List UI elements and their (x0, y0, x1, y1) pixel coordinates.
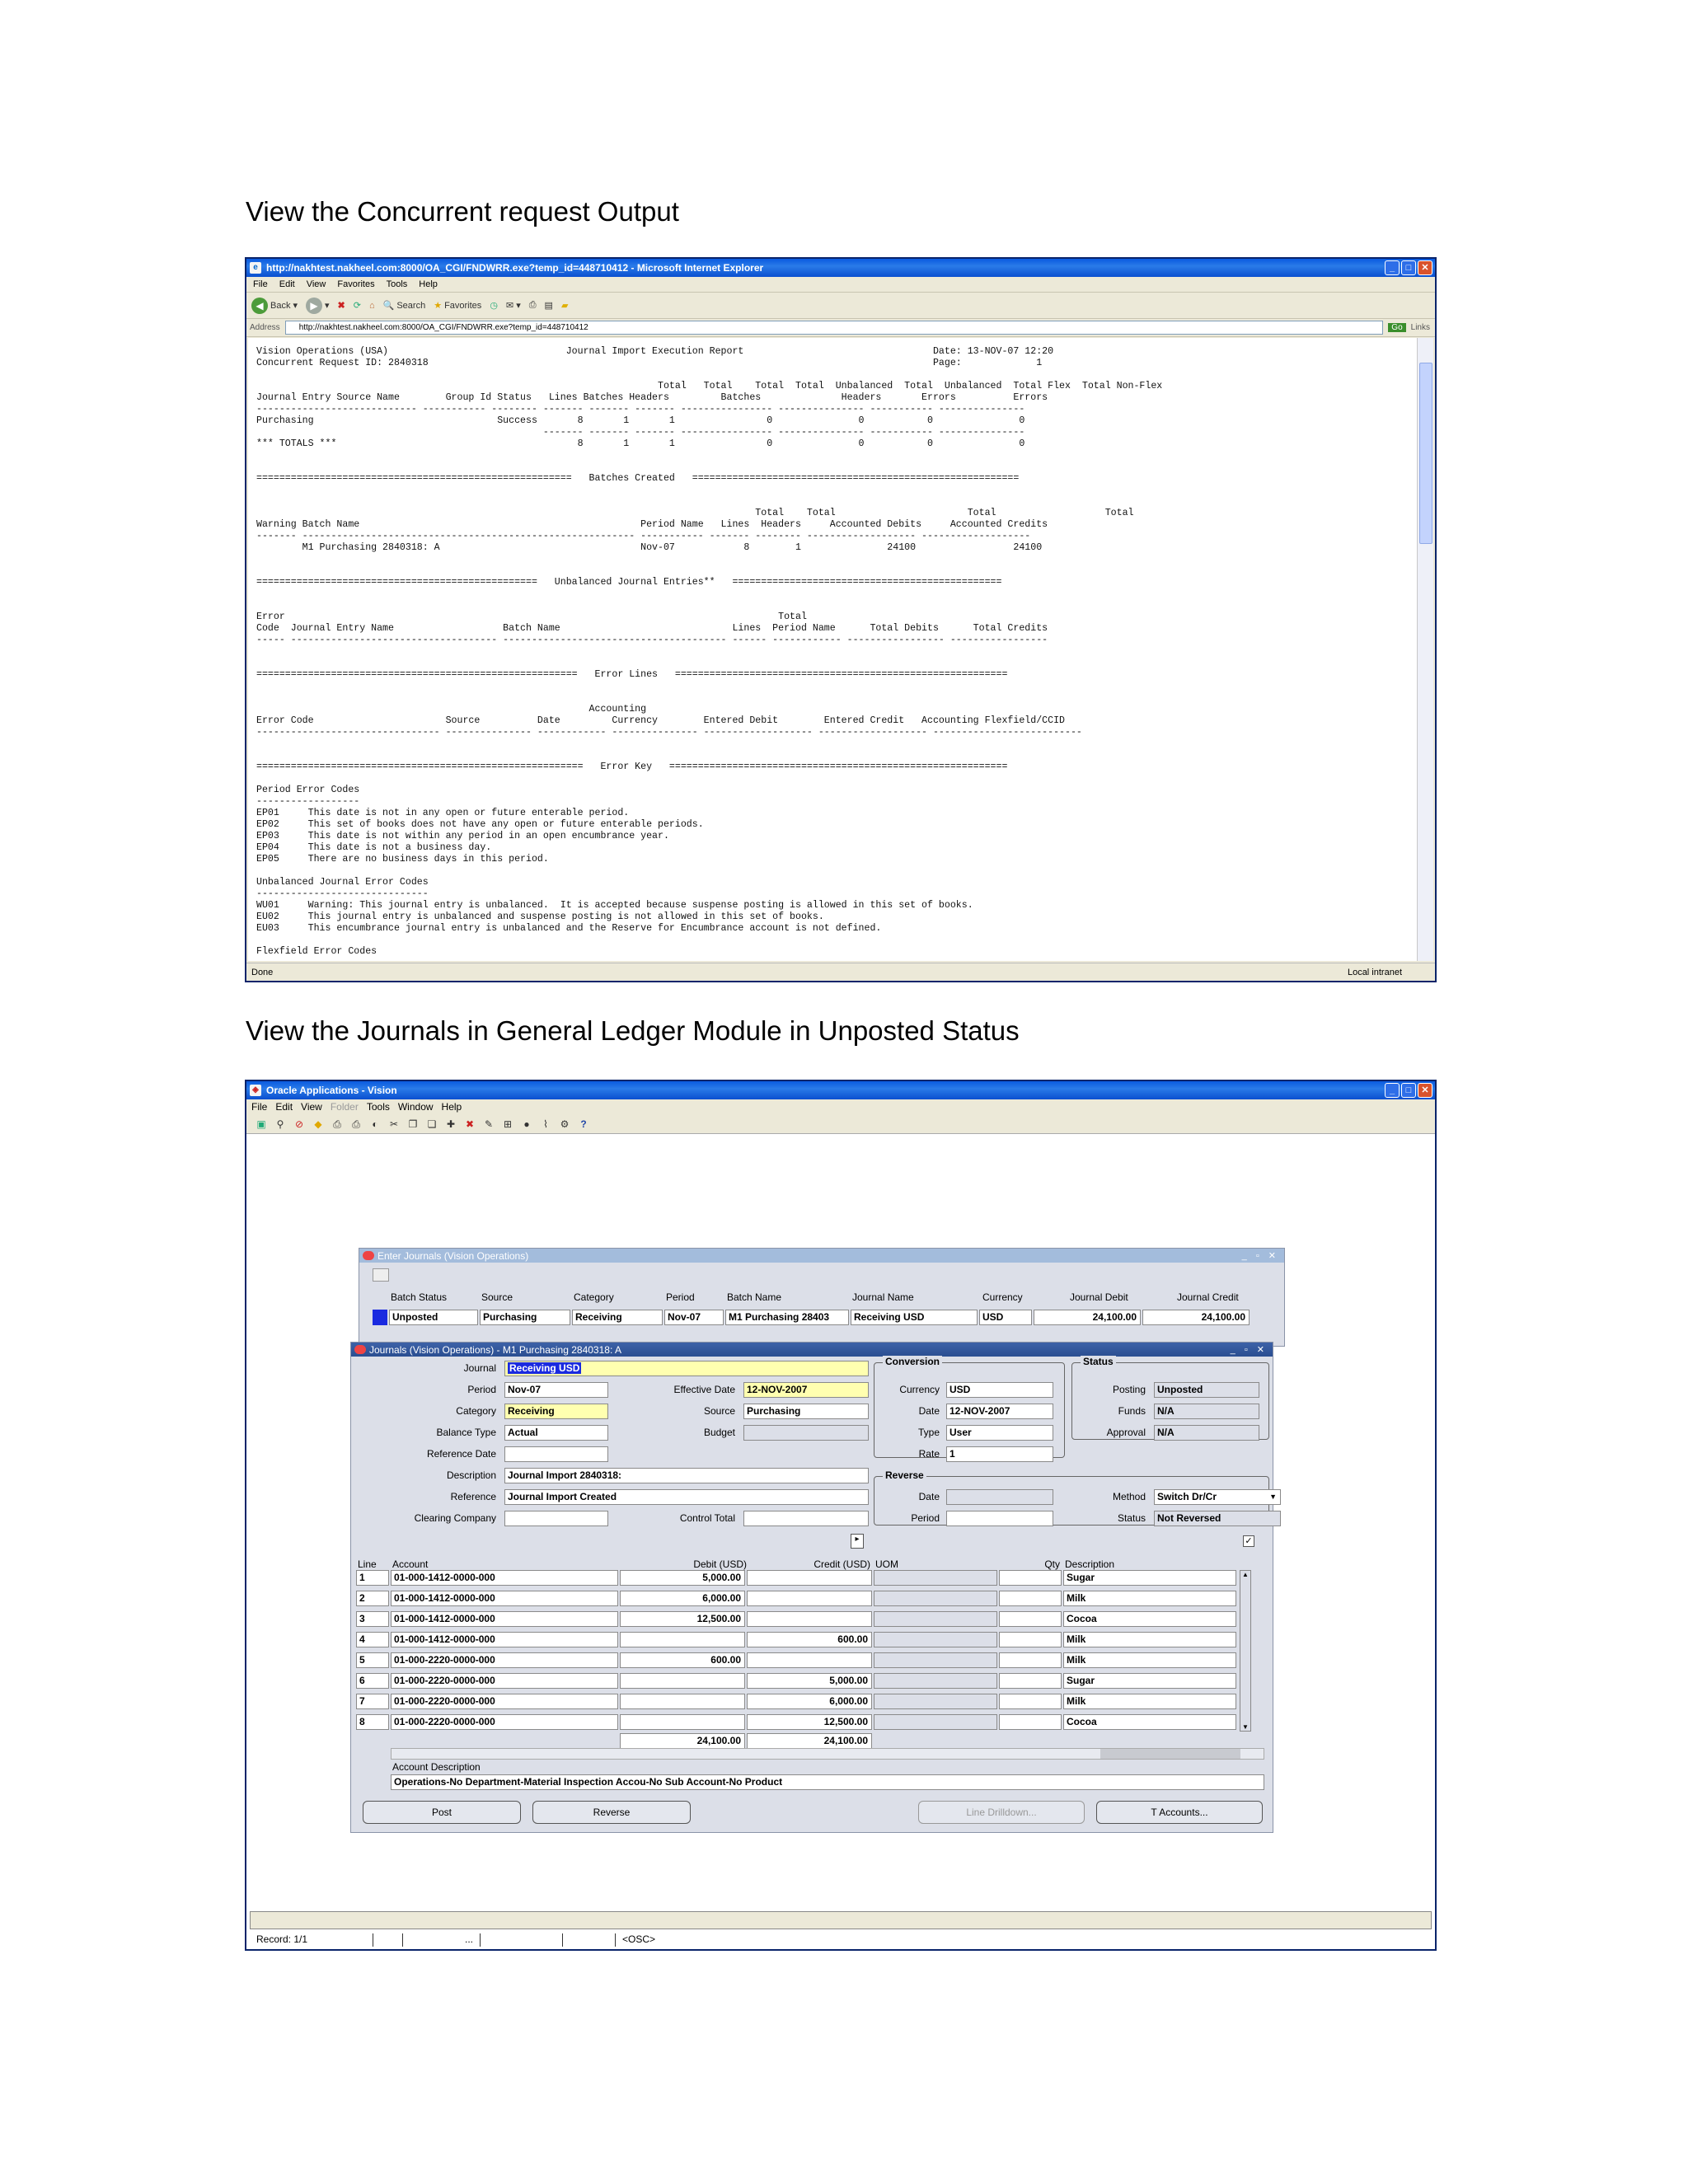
conversion-title: Conversion (883, 1356, 942, 1367)
credit-cell[interactable]: 6,000.00 (747, 1694, 872, 1709)
window-controls-icon[interactable]: _ ▫ ✕ (1230, 1345, 1268, 1355)
budget-label: Budget (703, 1427, 735, 1438)
debit-cell[interactable]: 5,000.00 (620, 1570, 745, 1586)
find-icon[interactable]: ⚲ (276, 1118, 284, 1130)
col-period: Period (666, 1291, 695, 1303)
oracle-title: Oracle Applications - Vision (266, 1085, 397, 1096)
effective-date-field[interactable]: 12-NOV-2007 (743, 1382, 869, 1398)
clearing-company-label: Clearing Company (414, 1512, 496, 1524)
description-cell[interactable]: Sugar (1063, 1673, 1236, 1689)
currency-label: Currency (899, 1384, 940, 1395)
reference-field[interactable]: Journal Import Created (504, 1489, 869, 1505)
ie-title-bar (246, 259, 1435, 277)
close-button[interactable]: ✕ (1418, 260, 1432, 275)
cell-source[interactable]: Purchasing (480, 1310, 570, 1325)
minimize-button[interactable]: _ (1385, 260, 1400, 275)
line-number-cell[interactable]: 4 (356, 1632, 389, 1647)
cell-journal-name[interactable]: Receiving USD (851, 1310, 978, 1325)
ie-title: http://nakhtest.nakheel.com:8000/OA_CGI/FNDWRR.exe?temp_id=448710412 - Microsoft Internet Explorer (266, 262, 764, 274)
journal-value: Receiving USD (509, 1362, 580, 1374)
menu-edit[interactable]: Edit (279, 279, 295, 289)
oracle-menubar (246, 1099, 1435, 1114)
reverse-date-label: Date (918, 1491, 940, 1502)
debit-cell[interactable]: 600.00 (620, 1652, 745, 1668)
scrollbar-thumb[interactable] (1419, 363, 1432, 544)
qty-cell[interactable] (999, 1694, 1062, 1709)
type-label: Type (917, 1427, 940, 1438)
ie-statusbar (246, 963, 1435, 981)
col-journal-debit: Journal Debit (1070, 1291, 1128, 1303)
account-cell[interactable]: 01-000-1412-0000-000 (391, 1632, 618, 1647)
cell-currency[interactable]: USD (979, 1310, 1032, 1325)
oracle-statusbar (250, 1933, 662, 1947)
ie-window (245, 257, 1437, 982)
type-field[interactable]: User (946, 1425, 1053, 1441)
cell-journal-credit[interactable]: 24,100.00 (1142, 1310, 1250, 1325)
ie-toolbar (246, 293, 1435, 319)
conv-date-label: Date (918, 1405, 940, 1417)
search-button[interactable]: 🔍 Search (382, 300, 426, 311)
menu-view[interactable]: View (301, 1101, 322, 1113)
post-button[interactable]: Post (363, 1801, 521, 1824)
credit-cell[interactable] (747, 1652, 872, 1668)
close-form-icon[interactable]: ◐ (372, 1118, 378, 1130)
line-number-cell[interactable]: 2 (356, 1591, 389, 1606)
back-button[interactable]: ◀ Back ▾ (251, 298, 298, 314)
enter-journals-title: Enter Journals (Vision Operations) (377, 1249, 529, 1262)
reverse-status-label: Status (1117, 1512, 1146, 1524)
folder-icon[interactable]: ▰ (560, 301, 569, 311)
description-cell[interactable]: Milk (1063, 1694, 1236, 1709)
menu-window[interactable]: Window (397, 1101, 434, 1113)
credit-cell[interactable]: 600.00 (747, 1632, 872, 1647)
credit-cell[interactable] (747, 1570, 872, 1586)
uom-cell[interactable] (874, 1632, 997, 1647)
currency-field[interactable]: USD (946, 1382, 1053, 1398)
maximize-button[interactable]: □ (1401, 1083, 1416, 1098)
cell-journal-debit[interactable]: 24,100.00 (1034, 1310, 1141, 1325)
account-cell[interactable]: 01-000-1412-0000-000 (391, 1570, 618, 1586)
horizontal-scrollbar[interactable] (391, 1748, 1264, 1760)
ie-icon: e (250, 262, 261, 274)
checkbox-icon[interactable]: ✓ (1243, 1535, 1254, 1547)
uom-cell[interactable] (874, 1694, 997, 1709)
record-indicator[interactable] (373, 1310, 387, 1325)
menu-help[interactable]: Help (419, 279, 438, 289)
status-cell (563, 1933, 616, 1947)
source-field[interactable]: Purchasing (743, 1404, 869, 1419)
col-journal-credit: Journal Credit (1177, 1291, 1239, 1303)
scroll-up-icon[interactable]: ▲ (1242, 1571, 1249, 1578)
menu-help[interactable]: Help (441, 1101, 462, 1113)
zoom-icon[interactable]: ⊞ (503, 1118, 513, 1130)
method-label: Method (1112, 1491, 1146, 1502)
status-done: Done (251, 967, 274, 977)
forward-button[interactable]: ▶ ▾ (306, 298, 330, 314)
menu-tools[interactable]: Tools (386, 279, 408, 289)
period-field[interactable]: Nov-07 (504, 1382, 608, 1398)
new-icon[interactable]: ▣ (256, 1118, 266, 1130)
delete-record-icon[interactable]: ✖ (465, 1118, 475, 1130)
menu-tools[interactable]: Tools (366, 1101, 390, 1113)
edit-field-icon[interactable]: ✎ (484, 1118, 494, 1130)
lines-scrollbar[interactable] (1240, 1570, 1251, 1732)
oracle-toolbar (246, 1114, 1435, 1134)
oracle-title-bar (246, 1081, 1435, 1099)
go-button[interactable]: Go (1388, 323, 1405, 332)
save-icon[interactable]: ◆ (314, 1118, 322, 1130)
debit-cell[interactable] (620, 1673, 745, 1689)
description-flex-button[interactable]: ▸ (851, 1534, 864, 1549)
menu-file[interactable]: File (251, 1101, 268, 1113)
reverse-date-field[interactable] (946, 1489, 1053, 1505)
translations-icon[interactable]: ● (523, 1118, 530, 1130)
credit-cell[interactable] (747, 1611, 872, 1627)
record-indicator-text: Record: 1/1 (250, 1933, 373, 1947)
t-accounts-button[interactable]: T Accounts... (1096, 1801, 1263, 1824)
status-cell (373, 1933, 403, 1947)
stop-button[interactable]: ✖ (337, 301, 345, 311)
journal-field[interactable] (504, 1361, 869, 1376)
star-icon: ★ (434, 301, 443, 311)
enter-journals-title-bar (359, 1249, 1284, 1263)
status-title: Status (1081, 1356, 1116, 1367)
cell-batch-status[interactable]: Unposted (389, 1310, 478, 1325)
account-cell[interactable]: 01-000-2220-0000-000 (391, 1652, 618, 1668)
debit-cell[interactable]: 6,000.00 (620, 1591, 745, 1606)
debit-cell[interactable]: 12,500.00 (620, 1611, 745, 1627)
line-number-cell[interactable]: 5 (356, 1652, 389, 1668)
history-button[interactable]: ◷ (490, 301, 498, 311)
section-heading-2: View the Journals in General Ledger Module in Unposted Status (246, 1015, 1020, 1046)
col-category: Category (574, 1291, 614, 1303)
edit-button[interactable]: ▤ (544, 301, 553, 311)
next-step-icon[interactable]: ⎙ (333, 1118, 341, 1130)
posting-label: Posting (1112, 1384, 1146, 1395)
reverse-button[interactable]: Reverse (532, 1801, 691, 1824)
method-value: Switch Dr/Cr (1157, 1491, 1217, 1502)
copy-icon[interactable]: ❐ (408, 1118, 418, 1130)
chevron-down-icon: ▼ (1269, 1493, 1277, 1501)
balance-type-label: Balance Type (436, 1427, 496, 1438)
posting-field[interactable]: Unposted (1154, 1382, 1259, 1398)
home-button[interactable]: ⌂ (368, 300, 375, 311)
qty-cell[interactable] (999, 1673, 1062, 1689)
credit-cell[interactable]: 5,000.00 (747, 1673, 872, 1689)
control-total-label: Control Total (679, 1512, 735, 1524)
funds-field[interactable]: N/A (1154, 1404, 1259, 1419)
col-account: Account (392, 1558, 429, 1570)
uom-cell[interactable] (874, 1673, 997, 1689)
line-number-cell[interactable]: 8 (356, 1714, 389, 1730)
print-icon[interactable]: ⎙ (352, 1118, 360, 1130)
hscroll-thumb[interactable] (1100, 1749, 1240, 1759)
total-debit-field: 24,100.00 (620, 1733, 745, 1749)
folder-icon[interactable] (373, 1268, 389, 1282)
uom-cell[interactable] (874, 1714, 997, 1730)
status-zone: Local intranet (1347, 967, 1402, 977)
rate-field[interactable]: 1 (946, 1446, 1053, 1462)
uom-cell[interactable] (874, 1591, 997, 1606)
oracle-form-icon (354, 1345, 366, 1354)
period-label: Period (467, 1384, 496, 1395)
help-icon[interactable]: ? (580, 1118, 587, 1130)
approval-label: Approval (1106, 1427, 1146, 1438)
conv-date-field[interactable]: 12-NOV-2007 (946, 1404, 1053, 1419)
description-cell[interactable]: Milk (1063, 1591, 1236, 1606)
vertical-scrollbar[interactable] (1417, 338, 1433, 961)
line-number-cell[interactable]: 1 (356, 1570, 389, 1586)
source-label: Source (703, 1405, 735, 1417)
journal-import-report: Vision Operations (USA) Journal Import Execution Report Date: 13-NOV-07 12:20 Concurrent Request ID: 2840318 Page: 1 Total Total Total Total Unbalanced Total Unbalanced Total Flex Total Non-Flex Journal Entry Source Name Group Id Status Lines Batches Headers Batches Headers Errors Errors ---------------------------- ----------- -------- ------- ------- ------- ---------------- --------------- ----------- --------------- Purchasing Success 8 1 1 0 0 0 0 ------- ------- ------- ---------------- --------------- ----------- --------------- *** TOTALS *** 8 1 1 0 0 0 0 ======================================================= Batches Created ========================================================= Total Total Total Total Warning Batch Name Period Name Lines Headers Accounted Debits Accounted Credits ------- ---------------------------------------------------------- ----------- ------- -------- ------------------- ------------------- M1 Purchasing 2840318: A Nov-07 8 1 24100 24100 ================================================= Unbalanced Journal Entries** =============================================== Error Total Code Journal Entry Name Batch Name Lines Period Name Total Debits Total Credits ----- ------------------------------------ --------------------------------------- ------ ------------ ----------------- ----------------- ======================================================== Error Lines ========================================================== Accounting Error Code Source Date Currency Entered Debit Entered Credit Accounting Flexfield/CCID -------------------------------- --------------- ------------ --------------- ------------------- ------------------- -------------------------- ========================================================= Error Key =========================================================== Period Error Codes ------------------ EP01 This date is not in any open or future enterable period. EP02 This set of books does not have any open or future enterable periods. EP03 This date is not within any period in an open encumbrance year. EP04 This date is not a business day. EP05 There are no business days in this period. Unbalanced Journal Error Codes ------------------------------ WU01 Warning: This journal entry is unbalanced. It is accepted because suspense posting is allowed in this set of books. EU02 This journal entry is unbalanced and suspense posting is not allowed in this set of books. EU03 This encumbrance journal entry is unbalanced and the Reserve for Encumbrance account is not defined. Flexfield Error Codes (256, 346, 1163, 957)
uom-cell[interactable] (874, 1652, 997, 1668)
credit-cell[interactable] (747, 1591, 872, 1606)
account-cell[interactable]: 01-000-2220-0000-000 (391, 1673, 618, 1689)
forward-arrow-icon: ▶ (306, 298, 322, 314)
description-cell[interactable]: Milk (1063, 1652, 1236, 1668)
description-cell[interactable]: Cocoa (1063, 1714, 1236, 1730)
effective-date-label: Effective Date (673, 1384, 735, 1395)
col-credit: Credit (USD) (814, 1558, 870, 1570)
budget-field[interactable] (743, 1425, 869, 1441)
qty-cell[interactable] (999, 1632, 1062, 1647)
col-debit: Debit (USD) (693, 1558, 747, 1570)
window-controls-icon[interactable]: _ ▫ ✕ (1241, 1251, 1279, 1261)
reverse-period-label: Period (911, 1512, 940, 1524)
col-description: Description (1065, 1558, 1115, 1570)
close-button[interactable]: ✕ (1418, 1083, 1432, 1098)
debit-cell[interactable] (620, 1694, 745, 1709)
reverse-title: Reverse (883, 1469, 926, 1481)
qty-cell[interactable] (999, 1652, 1062, 1668)
ie-menubar (246, 277, 1435, 293)
cell-batch-name[interactable]: M1 Purchasing 28403 (725, 1310, 849, 1325)
qty-cell[interactable] (999, 1714, 1062, 1730)
message-line (250, 1911, 1432, 1929)
enter-journals-window (359, 1248, 1285, 1347)
total-credit-field: 24,100.00 (747, 1733, 872, 1749)
line-number-cell[interactable]: 3 (356, 1611, 389, 1627)
qty-cell[interactable] (999, 1591, 1062, 1606)
account-cell[interactable]: 01-000-2220-0000-000 (391, 1714, 618, 1730)
col-batch-name: Batch Name (727, 1291, 782, 1303)
reverse-status-field[interactable]: Not Reversed (1154, 1511, 1281, 1526)
minimize-button[interactable]: _ (1385, 1083, 1400, 1098)
report-content (248, 338, 1418, 961)
reference-label: Reference (450, 1491, 496, 1502)
qty-cell[interactable] (999, 1570, 1062, 1586)
mail-button[interactable]: ✉ ▾ (505, 301, 521, 311)
cell-category[interactable]: Receiving (572, 1310, 663, 1325)
maximize-button[interactable]: □ (1401, 260, 1416, 275)
reference-date-label: Reference Date (426, 1448, 496, 1460)
description-label: Description (446, 1469, 496, 1481)
approval-field[interactable]: N/A (1154, 1425, 1259, 1441)
status-osc: <OSC> (622, 1933, 656, 1945)
attachments-icon[interactable]: ⌇ (543, 1118, 548, 1130)
qty-cell[interactable] (999, 1611, 1062, 1627)
account-description-label: Account Description (392, 1761, 481, 1773)
account-cell[interactable]: 01-000-1412-0000-000 (391, 1611, 618, 1627)
status-cell (481, 1933, 563, 1947)
description-cell[interactable]: Sugar (1063, 1570, 1236, 1586)
cell-period[interactable]: Nov-07 (664, 1310, 724, 1325)
control-total-field[interactable] (743, 1511, 869, 1526)
col-qty: Qty (1044, 1558, 1060, 1570)
debit-cell[interactable] (620, 1632, 745, 1647)
uom-cell[interactable] (874, 1611, 997, 1627)
debit-cell[interactable] (620, 1714, 745, 1730)
new-record-icon[interactable]: ✚ (446, 1118, 456, 1130)
reverse-period-field[interactable] (946, 1511, 1053, 1526)
balance-type-field[interactable]: Actual (504, 1425, 608, 1441)
method-select[interactable] (1154, 1489, 1281, 1505)
back-arrow-icon: ◀ (251, 298, 268, 314)
journals-title: Journals (Vision Operations) - M1 Purchasing 2840318: A (369, 1343, 621, 1356)
journal-label: Journal (463, 1362, 496, 1374)
col-batch-status: Batch Status (391, 1291, 448, 1303)
col-source: Source (481, 1291, 513, 1303)
scroll-down-icon[interactable]: ▼ (1242, 1723, 1249, 1731)
status-ellipsis: ... (403, 1933, 481, 1947)
oracle-window (245, 1080, 1437, 1951)
menu-folder[interactable]: Folder (330, 1101, 359, 1113)
section-heading-1: View the Concurrent request Output (246, 196, 679, 227)
menu-view[interactable]: View (306, 279, 326, 289)
col-currency: Currency (982, 1291, 1023, 1303)
line-number-cell[interactable]: 7 (356, 1694, 389, 1709)
category-label: Category (456, 1405, 496, 1417)
account-cell[interactable]: 01-000-2220-0000-000 (391, 1694, 618, 1709)
search-icon: 🔍 (382, 301, 395, 311)
funds-label: Funds (1118, 1405, 1146, 1417)
navigator-icon[interactable]: ⊘ (294, 1118, 304, 1130)
menu-file[interactable]: File (253, 279, 268, 289)
uom-cell[interactable] (874, 1570, 997, 1586)
links-label[interactable]: Links (1410, 323, 1430, 332)
col-uom: UOM (875, 1558, 898, 1570)
print-button[interactable]: ⎙ (528, 300, 537, 310)
account-cell[interactable]: 01-000-1412-0000-000 (391, 1591, 618, 1606)
journals-window (350, 1342, 1277, 1833)
clearing-company-field[interactable] (504, 1511, 608, 1526)
description-cell[interactable]: Milk (1063, 1632, 1236, 1647)
menu-favorites[interactable]: Favorites (337, 279, 375, 289)
description-field[interactable]: Journal Import 2840318: (504, 1468, 869, 1483)
credit-cell[interactable]: 12,500.00 (747, 1714, 872, 1730)
paste-icon[interactable]: ❏ (427, 1118, 437, 1130)
refresh-button[interactable]: ⟳ (353, 301, 361, 311)
account-description-field: Operations-No Department-Material Inspection Accou-No Sub Account-No Product (391, 1774, 1264, 1790)
menu-edit[interactable]: Edit (275, 1101, 293, 1113)
oracle-form-icon (363, 1251, 374, 1260)
description-cell[interactable]: Cocoa (1063, 1611, 1236, 1627)
col-line: Line (358, 1558, 377, 1570)
address-input[interactable]: http://nakhtest.nakheel.com:8000/OA_CGI/FNDWRR.exe?temp_id=448710412 (285, 321, 1384, 335)
cut-icon[interactable]: ✂ (389, 1118, 399, 1130)
rate-label: Rate (918, 1448, 940, 1460)
oracle-app-icon: ◈ (250, 1085, 261, 1096)
category-field[interactable]: Receiving (504, 1404, 608, 1419)
col-journal-name: Journal Name (852, 1291, 914, 1303)
folder-tools-icon[interactable]: ⚙ (560, 1118, 570, 1130)
address-label: Address (250, 323, 280, 332)
line-drilldown-button[interactable]: Line Drilldown... (918, 1801, 1085, 1824)
line-number-cell[interactable]: 6 (356, 1673, 389, 1689)
journals-title-bar (351, 1343, 1273, 1357)
address-bar (246, 319, 1435, 337)
reference-date-field[interactable] (504, 1446, 608, 1462)
favorites-button[interactable]: ★ Favorites (434, 300, 482, 311)
